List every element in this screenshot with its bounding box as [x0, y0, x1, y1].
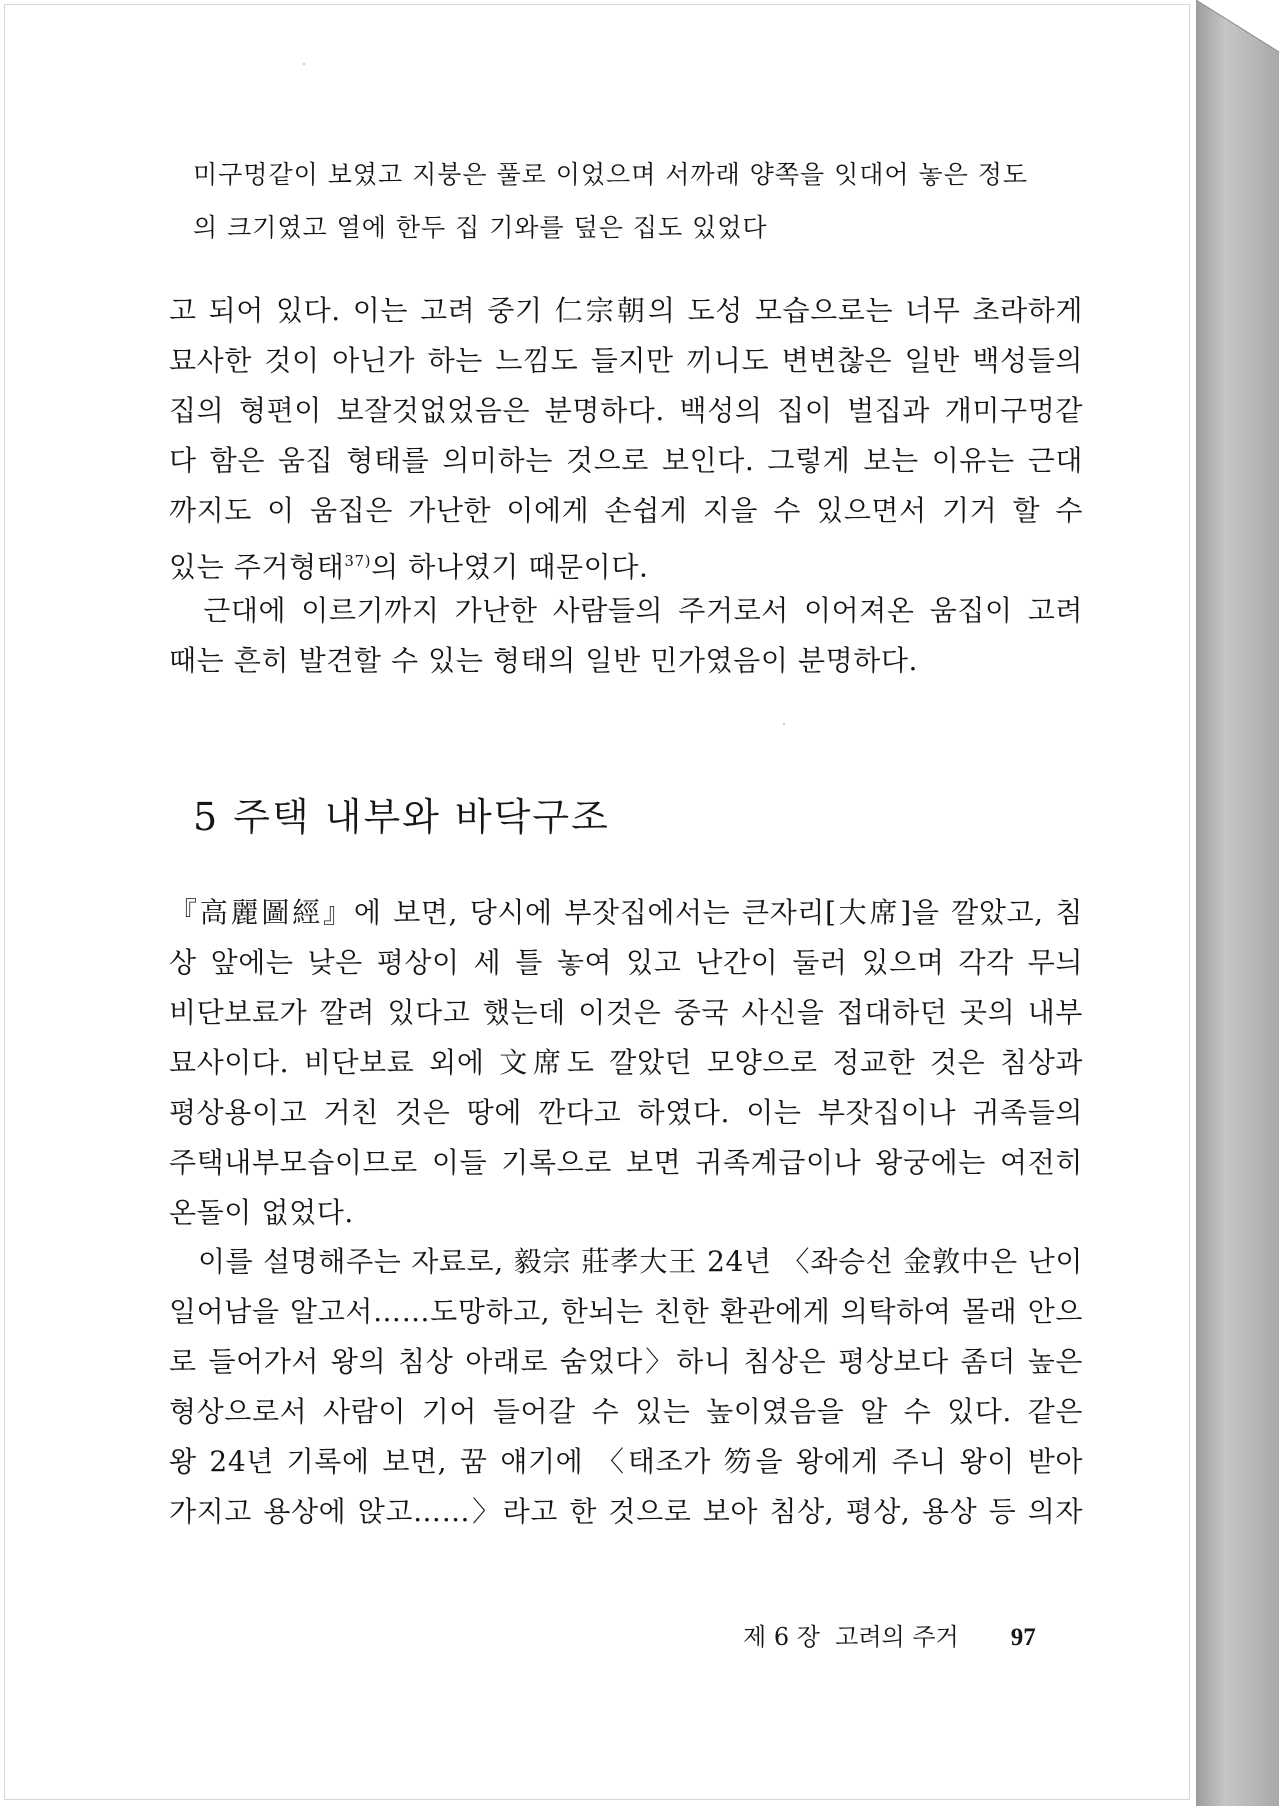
text-line: 로 들어가서 왕의 침상 아래로 숨었다〉하니 침상은 평상보다 좀더 높은: [169, 1345, 1083, 1378]
text-line: 다 함은 움집 형태를 의미하는 것으로 보인다. 그렇게 보는 이유는 근대: [169, 444, 1083, 477]
text-line: 고 되어 있다. 이는 고려 중기 仁宗朝의 도성 모습으로는 너무 초라하게: [169, 294, 1083, 327]
text-line: 근대에 이르기까지 가난한 사람들의 주거로서 이어져온 움집이 고려: [169, 594, 1083, 627]
text-line: 온돌이 없었다.: [169, 1196, 354, 1229]
paper-speck: [783, 723, 785, 725]
text-run: 있는 주거형태: [169, 550, 345, 584]
footnote-marker: 37): [344, 552, 372, 570]
text-line: 『高麗圖經』에 보면, 당시에 부잣집에서는 큰자리[大席]을 깔았고, 침: [169, 896, 1083, 929]
chapter-title: 제 6 장 고려의 주거: [743, 1623, 959, 1651]
text-run: 의 하나였기 때문이다.: [371, 550, 649, 584]
quote-line: 의 크기였고 열에 한두 집 기와를 덮은 집도 있었다: [193, 213, 768, 242]
text-line: 까지도 이 움집은 가난한 이에게 손쉽게 지을 수 있으면서 기거 할 수: [169, 494, 1083, 527]
text-line: 형상으로서 사람이 기어 들어갈 수 있는 높이였음을 알 수 있다. 같은: [169, 1395, 1083, 1428]
text-line: 묘사이다. 비단보료 외에 文席도 깔았던 모양으로 정교한 것은 침상과: [169, 1046, 1083, 1079]
paragraph-2: [169, 586, 1083, 686]
page-footer: [743, 1617, 1036, 1652]
text-line: 비단보료가 깔려 있다고 했는데 이것은 중국 사신을 접대하던 곳의 내부: [169, 996, 1083, 1029]
text-line: 상 앞에는 낮은 평상이 세 틀 놓여 있고 난간이 둘러 있으며 각각 무늬: [169, 946, 1083, 979]
paper-speck: [303, 63, 305, 65]
book-edge: [1196, 0, 1279, 1806]
text-line: 집의 형편이 보잘것없었음은 분명하다. 백성의 집이 벌집과 개미구멍같: [169, 394, 1083, 427]
text-line: 가지고 용상에 앉고……〉라고 한 것으로 보아 침상, 평상, 용상 등 의자: [169, 1495, 1083, 1528]
page-number: 97: [1010, 1624, 1036, 1651]
section-heading: 5 주택 내부와 바닥구조: [193, 795, 610, 839]
text-line: 평상용이고 거친 것은 땅에 깐다고 하였다. 이는 부잣집이나 귀족들의: [169, 1096, 1083, 1129]
text-line: 때는 흔히 발견할 수 있는 형태의 일반 민가였음이 분명하다.: [169, 644, 919, 677]
quote-line: 미구멍같이 보였고 지붕은 풀로 이었으며 서까래 양쪽을 잇대어 놓은 정도: [193, 160, 1029, 189]
text-line: 이를 설명해주는 자료로, 毅宗 莊孝大王 24년 〈좌승선 金敦中은 난이: [169, 1245, 1083, 1278]
block-quote: [193, 148, 1083, 254]
paragraph-4: [169, 1237, 1083, 1537]
text-line: 주택내부모습이므로 이들 기록으로 보면 귀족계급이나 왕궁에는 여전히: [169, 1146, 1083, 1179]
paragraph-1: [169, 286, 1083, 592]
text-line: 묘사한 것이 아닌가 하는 느낌도 들지만 끼니도 변변찮은 일반 백성들의: [169, 344, 1083, 377]
book-page: [4, 4, 1190, 1800]
text-line: [169, 536, 1083, 592]
text-line: 일어남을 알고서……도망하고, 한뇌는 친한 환관에게 의탁하여 몰래 안으: [169, 1295, 1083, 1328]
text-line: 왕 24년 기록에 보면, 꿈 얘기에 〈태조가 笏을 왕에게 주니 왕이 받아: [169, 1445, 1083, 1478]
paragraph-3: [169, 888, 1083, 1238]
